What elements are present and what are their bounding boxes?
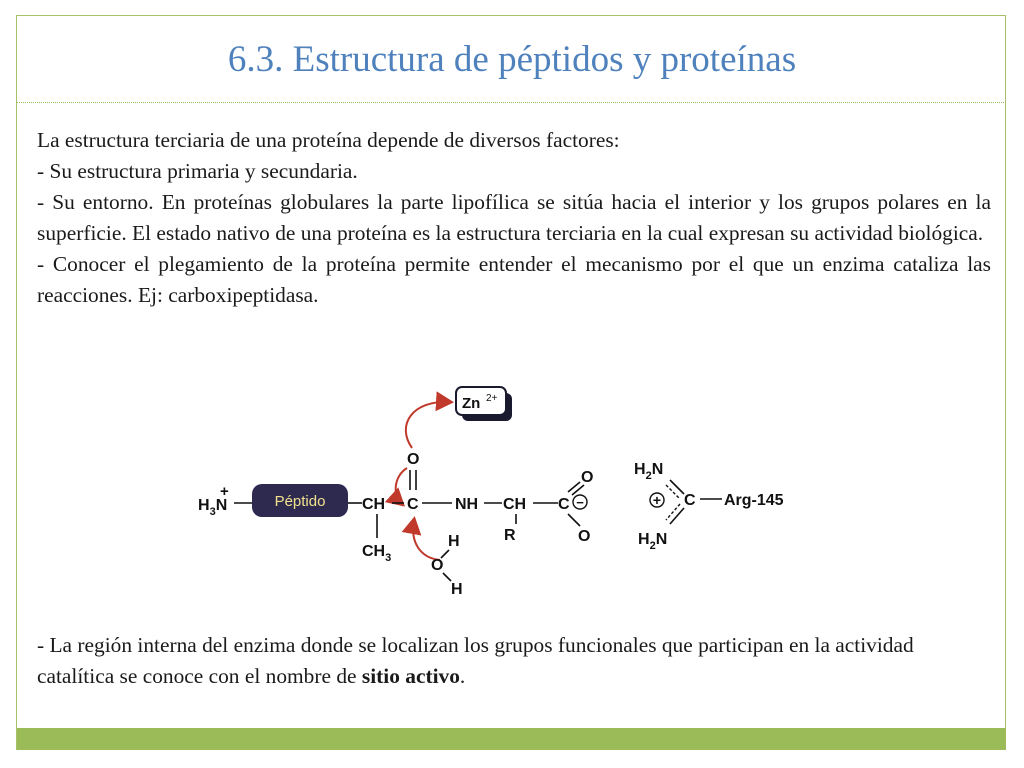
h3n-h: H bbox=[198, 497, 210, 514]
ch-left: CH bbox=[362, 496, 386, 513]
carboxylate-minus: − bbox=[576, 495, 584, 510]
slide-title: 6.3. Estructura de péptidos y proteínas bbox=[227, 39, 797, 80]
svg-text:CH3 bbox=[362, 543, 391, 564]
footer-prefix: - La región interna del enzima donde se localizan los grupos funcionales que participan en la actividad catalítica se conoce con el nombre de bbox=[37, 633, 914, 688]
water-h-bottom: H bbox=[451, 581, 463, 598]
body-line-2: - Su estructura primaria y secundaria. bbox=[37, 159, 358, 183]
carboxylate-carbon: C bbox=[558, 496, 570, 513]
h2n-top-sub: 2 bbox=[645, 470, 652, 482]
zinc-label: Zn bbox=[462, 395, 481, 412]
h2n-top-n: N bbox=[651, 461, 664, 478]
ch3-ch: CH bbox=[362, 543, 386, 560]
arrow-to-carbonyl bbox=[396, 468, 407, 504]
carbonyl-oxygen: O bbox=[407, 451, 420, 468]
body-line-1: La estructura terciaria de una proteína depende de diversos factores: bbox=[37, 128, 620, 152]
h2n-bottom-sub: 2 bbox=[649, 540, 656, 552]
water-oxygen: O bbox=[431, 557, 444, 574]
h2n-bottom-h: H bbox=[638, 531, 650, 548]
svg-text:H2N bbox=[634, 461, 663, 482]
svg-text:H2N bbox=[638, 531, 667, 552]
body-line-3: - Su entorno. En proteínas globulares la parte lipofílica se sitúa hacia el interior y los grupos polares en la superficie. El estado nativo de una proteína es la estructura terciaria en la cual expresan su actividad biológica. bbox=[37, 190, 991, 245]
carboxylate-oxygen-bottom: O bbox=[578, 528, 591, 545]
footer-bold-term: sitio activo bbox=[361, 664, 460, 688]
bottom-accent-bar bbox=[17, 728, 1006, 750]
arrow-water-to-carbon bbox=[413, 520, 440, 560]
footer-paragraph bbox=[37, 630, 991, 692]
footer-text bbox=[37, 630, 991, 692]
zinc-charge: 2+ bbox=[486, 393, 498, 404]
h2n-bottom-n: N bbox=[655, 531, 668, 548]
carboxylate-oxygen-top: O bbox=[581, 469, 594, 486]
arrow-oxygen-to-zinc bbox=[406, 402, 450, 448]
body-line-4: - Conocer el plegamiento de la proteína permite entender el mecanismo por el que un enzima cataliza las reacciones. Ej: carboxipeptidasa. bbox=[37, 252, 991, 307]
ch-right: CH bbox=[503, 496, 527, 513]
arg-145-label: Arg-145 bbox=[724, 492, 784, 509]
amide-nh: NH bbox=[455, 496, 479, 513]
arg-carbon: C bbox=[684, 492, 696, 509]
ammonium-group bbox=[198, 483, 229, 518]
central-carbon: C bbox=[407, 496, 419, 513]
h3n-n: N bbox=[215, 497, 228, 514]
h3n-sub: 3 bbox=[209, 506, 216, 518]
guanidinium-plus: + bbox=[652, 492, 662, 508]
h2n-top-h: H bbox=[634, 461, 646, 478]
ch3-sub: 3 bbox=[385, 552, 392, 564]
svg-text:Zn bbox=[462, 395, 480, 412]
footer-suffix: . bbox=[459, 664, 466, 688]
peptide-label: Péptido bbox=[274, 493, 326, 510]
side-chain-r: R bbox=[504, 527, 516, 544]
ammonium-plus: + bbox=[220, 483, 229, 500]
zinc-ion-box bbox=[456, 387, 512, 421]
svg-text:H3N bbox=[198, 497, 227, 518]
water-h-top: H bbox=[448, 533, 460, 550]
